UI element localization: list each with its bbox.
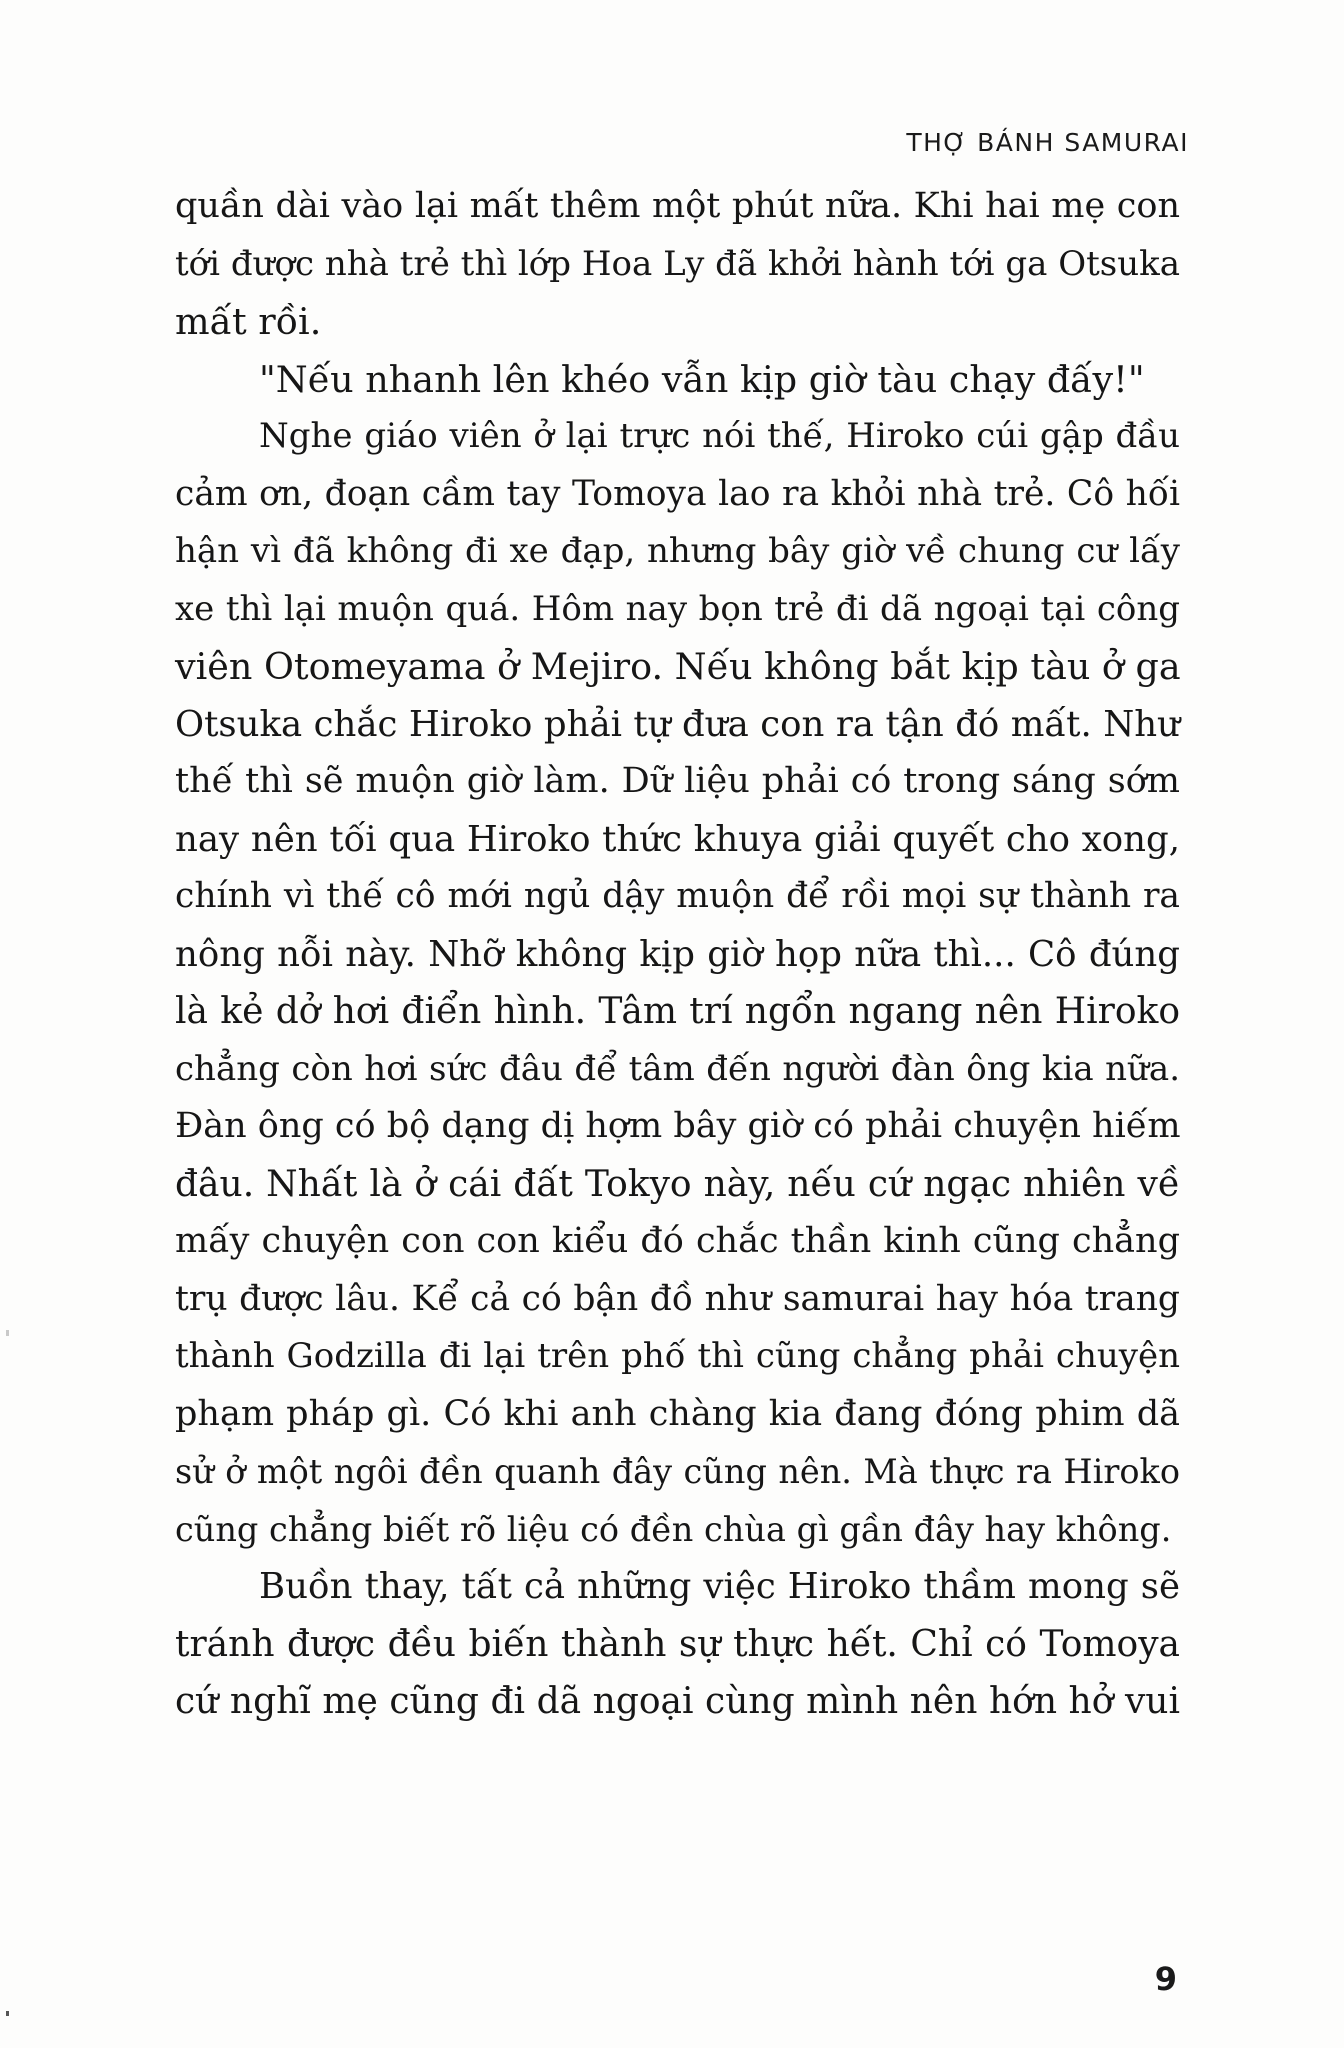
text-line: thành Godzilla đi lại trên phố thì cũng chẳng phải chuyện <box>175 1336 1180 1376</box>
text-line: tránh được đều biến thành sự thực hết. Chỉ có Tomoya <box>175 1623 1180 1665</box>
text-line: thế thì sẽ muộn giờ làm. Dữ liệu phải có trong sáng sớm <box>175 761 1180 801</box>
text-line: xe thì lại muộn quá. Hôm nay bọn trẻ đi dã ngoại tại công <box>175 588 1180 629</box>
text-line: cứ nghĩ mẹ cũng đi dã ngoại cùng mình nên hớn hở vui <box>175 1681 1180 1722</box>
text-line: chẳng còn hơi sức đâu để tâm đến người đàn ông kia nữa. <box>175 1048 1180 1089</box>
text-line: mấy chuyện con con kiểu đó chắc thần kinh cũng chẳng <box>175 1221 1180 1261</box>
text-line: Otsuka chắc Hiroko phải tự đưa con ra tận đó mất. Như <box>175 703 1180 745</box>
text-line: nông nỗi này. Nhỡ không kịp giờ họp nữa thì... Cô đúng <box>175 933 1180 975</box>
page-number: 9 <box>1154 1960 1177 1998</box>
text-line: đâu. Nhất là ở cái đất Tokyo này, nếu cứ ngạc nhiên về <box>175 1163 1180 1205</box>
text-line: quần dài vào lại mất thêm một phút nữa. Khi hai mẹ con <box>175 186 1180 226</box>
scan-artifact <box>6 2011 9 2016</box>
text-line: tới được nhà trẻ thì lớp Hoa Ly đã khởi hành tới ga Otsuka <box>175 243 1180 284</box>
text-line: cũng chẳng biết rõ liệu có đền chùa gì gần đây hay không. <box>175 1509 1172 1549</box>
text-line: phạm pháp gì. Có khi anh chàng kia đang đóng phim dã <box>175 1393 1180 1434</box>
text-line: Buồn thay, tất cả những việc Hiroko thầm mong sẽ <box>259 1566 1180 1607</box>
text-line: sử ở một ngôi đền quanh đây cũng nên. Mà thực ra Hiroko <box>175 1452 1180 1491</box>
text-line: cảm ơn, đoạn cầm tay Tomoya lao ra khỏi nhà trẻ. Cô hối <box>175 473 1180 514</box>
running-header: THỢ BÁNH SAMURAI <box>906 128 1189 157</box>
text-line: là kẻ dở hơi điển hình. Tâm trí ngổn ngang nên Hiroko <box>175 991 1180 1032</box>
text-line: Đàn ông có bộ dạng dị hợm bây giờ có phải chuyện hiếm <box>175 1106 1181 1146</box>
text-line: chính vì thế cô mới ngủ dậy muộn để rồi mọi sự thành ra <box>175 876 1180 916</box>
body-text <box>175 178 1180 1731</box>
text-line: Nghe giáo viên ở lại trực nói thế, Hiroko cúi gập đầu <box>259 416 1180 456</box>
text-line: nay nên tối qua Hiroko thức khuya giải quyết cho xong, <box>175 818 1180 860</box>
text-line: hận vì đã không đi xe đạp, nhưng bây giờ về chung cư lấy <box>175 531 1180 571</box>
text-line: viên Otomeyama ở Mejiro. Nếu không bắt kịp tàu ở ga <box>175 645 1181 688</box>
scan-artifact <box>6 1330 9 1336</box>
text-line: trụ được lâu. Kể cả có bận đồ như samurai hay hóa trang <box>175 1278 1180 1319</box>
text-line: "Nếu nhanh lên khéo vẫn kịp giờ tàu chạy đấy!" <box>259 357 1145 401</box>
text-line: mất rồi. <box>175 300 322 343</box>
